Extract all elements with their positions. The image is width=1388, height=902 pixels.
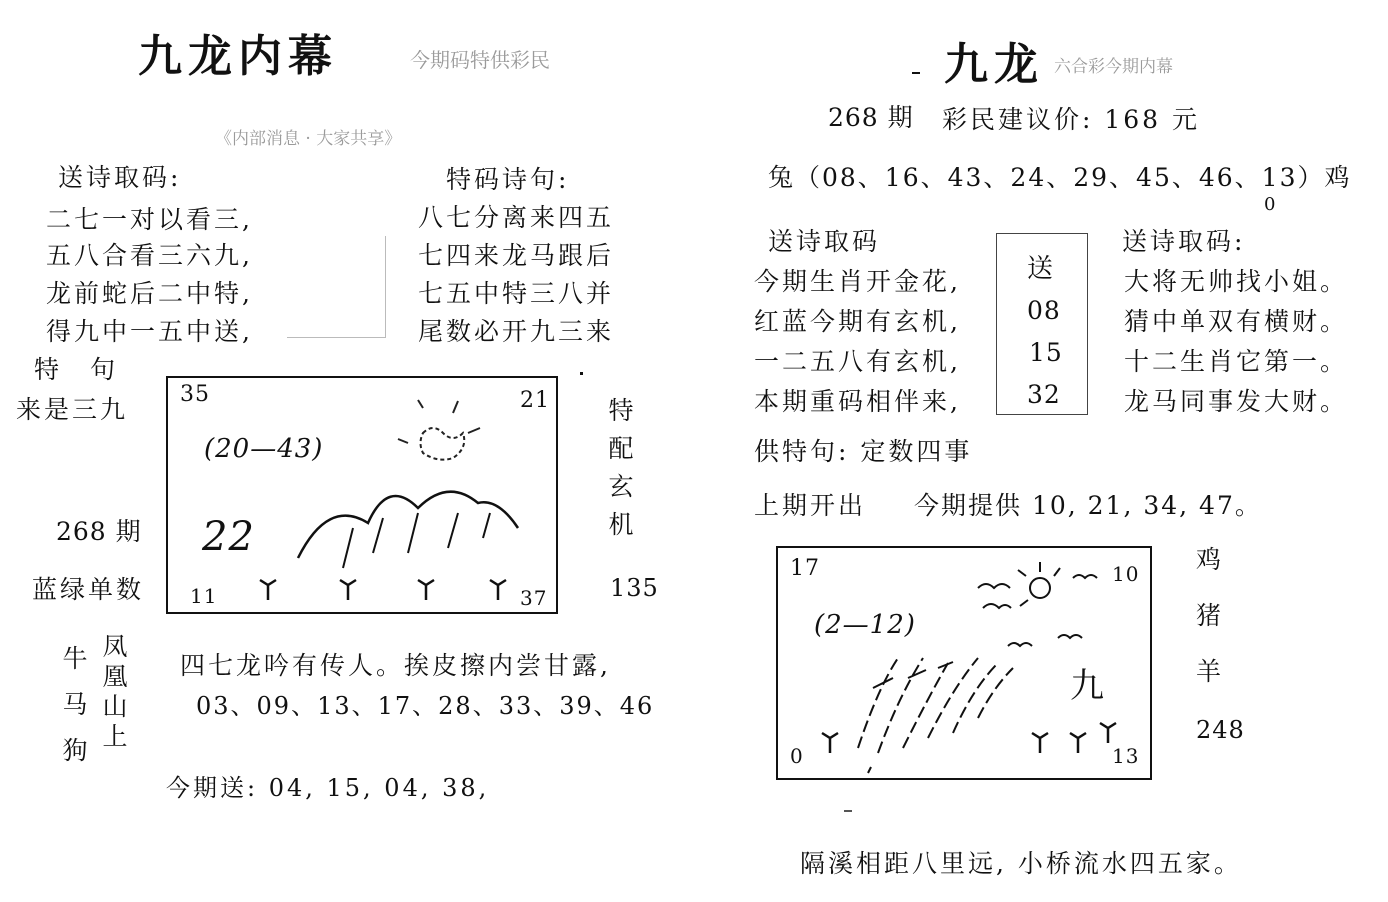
left-special-line: 七五中特三八并 <box>418 279 615 308</box>
te-ju-text: 来是三九 <box>16 395 129 424</box>
zodiac-column-1: 牛马狗 <box>62 644 88 765</box>
right-poem2-header: 送诗取码: <box>1122 227 1246 256</box>
right-poem2-line: 十二生肖它第一。 <box>1124 347 1349 376</box>
left-side-number: 135 <box>610 574 659 602</box>
divider <box>385 236 386 338</box>
side-animal: 猪 <box>1196 601 1225 630</box>
right-poem2-line: 龙马同事发大财。 <box>1124 387 1349 416</box>
send-box-number: 15 <box>1029 338 1063 367</box>
small-mark: 0 <box>1264 194 1277 215</box>
left-special-header: 特码诗句: <box>446 165 570 194</box>
this-issue-numbers: 今期提供 10, 21, 34, 47。 <box>914 491 1262 520</box>
left-special-line: 八七分离来四五 <box>418 203 615 232</box>
right-title-note: 六合彩今期内幕 <box>1054 57 1173 77</box>
box-corner-tr: 10 <box>1112 562 1140 586</box>
box-equation: (20—43) <box>204 434 324 464</box>
dash-mark <box>844 810 852 812</box>
left-special-line: 七四来龙马跟后 <box>418 241 615 270</box>
box-corner-bl: 0 <box>790 744 804 768</box>
left-sketch <box>168 378 556 612</box>
left-drawing-box <box>166 376 558 614</box>
te-ju-label: 特 句 <box>34 355 119 384</box>
left-subtitle-note: 《内部消息 · 大家共享》 <box>215 129 402 149</box>
box-corner-bl: 11 <box>190 584 218 608</box>
left-poem-line: 龙前蛇后二中特, <box>46 279 253 308</box>
send-box-number: 32 <box>1027 380 1061 409</box>
right-poem2-line: 大将无帅找小姐。 <box>1124 267 1349 296</box>
last-issue-label: 上期开出 <box>754 491 867 520</box>
left-special-line: 尾数必开九三来 <box>418 317 615 346</box>
left-poem-line: 五八合看三六九, <box>46 241 253 270</box>
box-corner-tl: 17 <box>790 556 820 581</box>
right-issue: 268 期 <box>828 103 914 132</box>
box-char: 九 <box>1070 666 1107 706</box>
right-poem-header: 送诗取码 <box>768 227 881 256</box>
left-poem-header: 送诗取码: <box>58 163 182 192</box>
side-animal: 鸡 <box>1196 545 1225 574</box>
box-corner-br: 37 <box>520 586 548 610</box>
right-poem-line: 本期重码相伴来, <box>754 387 961 416</box>
gong-te-ju: 供特句: 定数四事 <box>754 437 973 466</box>
zodiac-column-2: 凤凰山上 <box>102 632 128 751</box>
left-issue: 268 期 <box>56 517 142 546</box>
box-corner-br: 13 <box>1112 744 1140 768</box>
dot <box>580 372 583 375</box>
side-animal: 羊 <box>1196 657 1225 686</box>
right-footer: 隔溪相距八里远, 小桥流水四五家。 <box>800 849 1242 878</box>
left-title: 九龙内幕 <box>138 31 338 82</box>
box-corner-tl: 35 <box>180 382 210 407</box>
box-equation: (2—12) <box>814 610 916 640</box>
right-poem-line: 今期生肖开金花, <box>754 267 961 296</box>
send-box-number: 08 <box>1027 296 1061 325</box>
right-side-number: 248 <box>1196 716 1245 744</box>
right-price: 彩民建议价: 168 元 <box>942 105 1201 134</box>
left-title-note: 今期码特供彩民 <box>410 48 550 72</box>
divider <box>287 337 385 338</box>
right-title: 九龙 <box>944 39 1044 90</box>
left-send-line: 今期送: 04, 15, 04, 38, <box>166 774 490 802</box>
box-big-number: 22 <box>202 514 255 560</box>
right-poem-line: 红蓝今期有玄机, <box>754 307 961 336</box>
send-box <box>996 233 1088 415</box>
box-corner-tr: 21 <box>520 388 550 413</box>
left-number-list: 03、09、13、17、28、33、39、46 <box>196 692 655 720</box>
color-hint: 蓝绿单数 <box>32 575 145 604</box>
right-drawing-box <box>776 546 1152 780</box>
left-poem-line: 得九中一五中送, <box>46 317 253 346</box>
right-poem-line: 一二五八有玄机, <box>754 347 961 376</box>
left-side-label: 特配玄机 <box>608 396 634 539</box>
right-poem2-line: 猜中单双有横财。 <box>1124 307 1349 336</box>
dash-mark <box>912 72 920 74</box>
left-poem-line: 二七一对以看三, <box>46 205 253 234</box>
send-box-label: 送 <box>1027 254 1057 284</box>
rabbit-rooster-line: 兔（08、16、43、24、29、45、46、13）鸡 <box>768 163 1352 192</box>
left-verse: 四七龙吟有传人。挨皮擦内尝甘露, <box>180 651 611 680</box>
